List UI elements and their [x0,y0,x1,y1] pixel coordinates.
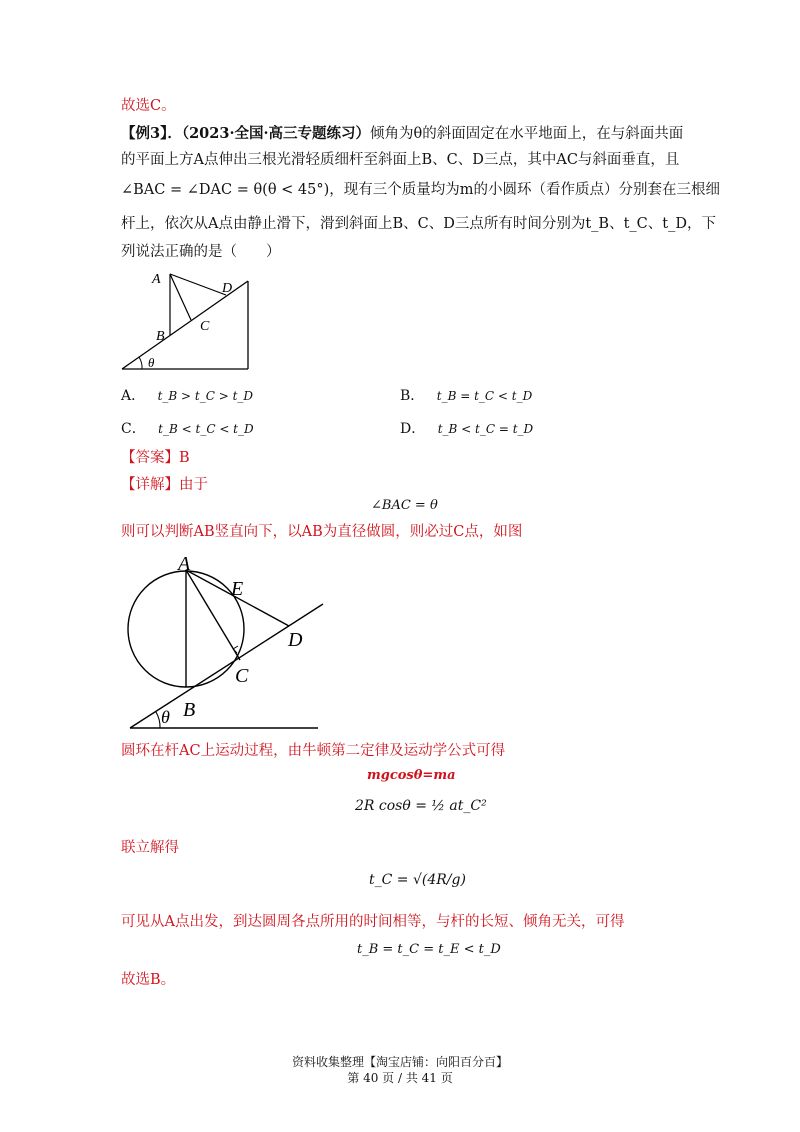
option-d[interactable] [400,418,533,438]
fig1-label-C: C [200,319,210,334]
detail-line-3: 圆环在杆AC上运动过程，由牛顿第二定律及运动学公式可得 [121,743,506,759]
example-text-1: 倾角为θ的斜面固定在水平地面上，在与斜面共面 [370,126,684,142]
example-line-5: 列说法正确的是（ ） [121,244,281,260]
example-tag: 【例3】．（2023·全国·高三专题练习） [121,125,371,142]
option-c[interactable] [121,418,254,438]
footer-source: 资料收集整理【淘宝店铺：向阳百分百】 [291,1055,508,1069]
fig2-label-E: E [231,578,244,600]
fig1-label-B: B [156,329,165,344]
option-c-text: t_B < t_C < t_D [158,422,254,436]
option-b-text: t_B = t_C < t_D [436,389,533,403]
previous-answer: 故选C。 [121,98,176,114]
option-a-label: A． [121,388,146,404]
equation-time: t_C = √(4R/g) [369,872,466,888]
equation-newton: mgcosθ=ma [367,768,456,783]
equation-result: t_B = t_C = t_E < t_D [357,942,501,957]
detail-line-5: 可见从A点出发，到达圆周各点所用的时间相等，与杆的长短、倾角无关，可得 [121,914,625,930]
option-b-label: B． [400,388,425,404]
option-d-text: t_B < t_C = t_D [437,422,534,436]
incline-figure-small [118,264,258,374]
fig1-label-D: D [222,281,233,296]
option-a[interactable] [121,385,253,405]
example-line-4: 杆上，依次从A点由静止滑下，滑到斜面上B、C、D三点所有时间分别为t_B、t_C、t_D，下 [121,216,716,232]
option-b[interactable] [400,385,532,405]
fig1-label-theta: θ [148,355,155,370]
circle-incline-figure [120,548,340,734]
final-answer: 故选B。 [121,972,176,988]
fig2-label-B: B [183,699,196,721]
example-line-3: ∠BAC = ∠DAC = θ(θ < 45°)，现有三个质量均为m的小圆环（看作质点）分别套在三根细 [121,182,721,198]
equation-angle: ∠BAC = θ [371,498,438,513]
option-c-label: C． [121,421,146,437]
option-a-text: t_B > t_C > t_D [157,389,254,403]
fig2-label-A: A [178,553,191,575]
detail-intro: 【详解】由于 [121,477,208,493]
fig2-label-theta: θ [161,707,170,727]
fig1-label-A: A [152,272,161,287]
detail-line-2: 则可以判断AB竖直向下，以AB为直径做圆，则必过C点，如图 [121,524,523,540]
footer-page-number: 第 40 页 / 共 41 页 [347,1071,453,1085]
equation-kinematics: 2R cosθ = ½ at_C² [355,798,487,814]
fig2-label-D: D [288,629,303,651]
option-d-label: D． [400,421,426,437]
fig2-label-C: C [235,665,249,687]
answer: 【答案】B [121,450,190,466]
detail-line-4: 联立解得 [121,840,179,856]
example-line-2: 的平面上方A点伸出三根光滑轻质细杆至斜面上B、C、D三点，其中AC与斜面垂直，且 [121,152,680,168]
example-line-1 [121,124,683,144]
